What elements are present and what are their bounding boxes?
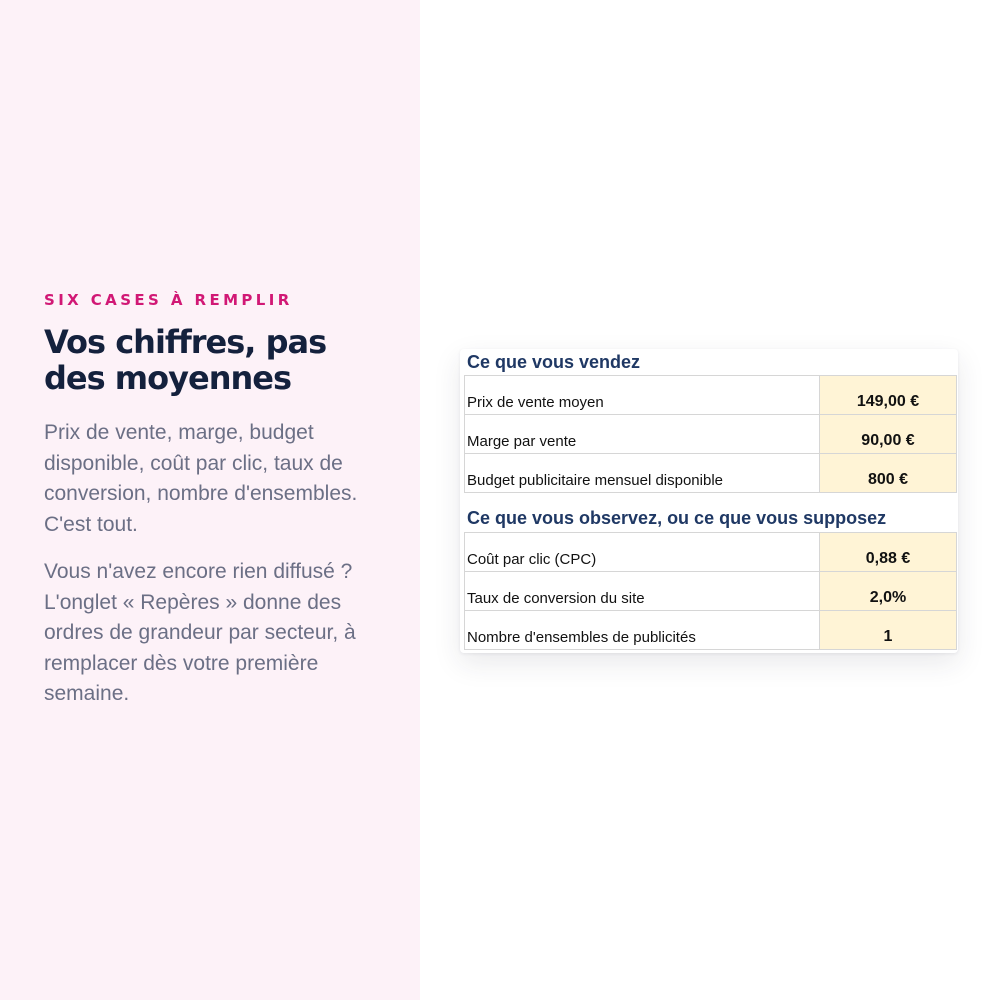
row-label: Budget publicitaire mensuel disponible (465, 454, 820, 493)
input-cell-ad-sets[interactable]: 1 (820, 611, 957, 650)
left-content (44, 290, 384, 710)
input-cell-conversion-rate[interactable]: 2,0% (820, 572, 957, 611)
table-row (465, 415, 957, 454)
table-row (465, 572, 957, 611)
benchmark-paragraph: Vous n'avez encore rien diffusé ? L'onglet « Repères » donne des ordres de grandeur par secteur, à remplacer dès votre première semaine. (44, 560, 356, 705)
headline (44, 324, 384, 396)
row-label: Marge par vente (465, 415, 820, 454)
input-cell-average-price[interactable]: 149,00 € (820, 376, 957, 415)
eyebrow-label: SIX CASES À REMPLIR (44, 291, 293, 309)
input-cell-margin[interactable]: 90,00 € (820, 415, 957, 454)
headline-line-2: des moyennes (44, 359, 291, 397)
row-label: Taux de conversion du site (465, 572, 820, 611)
intro-paragraph: Prix de vente, marge, budget disponible, coût par clic, taux de conversion, nombre d'ensembles. C'est tout. (44, 421, 358, 536)
table-row (465, 376, 957, 415)
row-label: Nombre d'ensembles de publicités (465, 611, 820, 650)
left-panel (0, 0, 420, 1000)
spreadsheet-card (460, 349, 958, 653)
row-label: Prix de vente moyen (465, 376, 820, 415)
table-row (465, 454, 957, 493)
headline-line-1: Vos chiffres, pas (44, 323, 327, 361)
observed-inputs-table (464, 532, 957, 650)
section-title-sales: Ce que vous vendez (467, 352, 641, 372)
table-row (465, 533, 957, 572)
input-cell-cpc[interactable]: 0,88 € (820, 533, 957, 572)
row-label: Coût par clic (CPC) (465, 533, 820, 572)
sales-inputs-table (464, 375, 957, 493)
section-title-observed: Ce que vous observez, ou ce que vous supposez (467, 508, 887, 528)
input-cell-monthly-budget[interactable]: 800 € (820, 454, 957, 493)
table-row (465, 611, 957, 650)
